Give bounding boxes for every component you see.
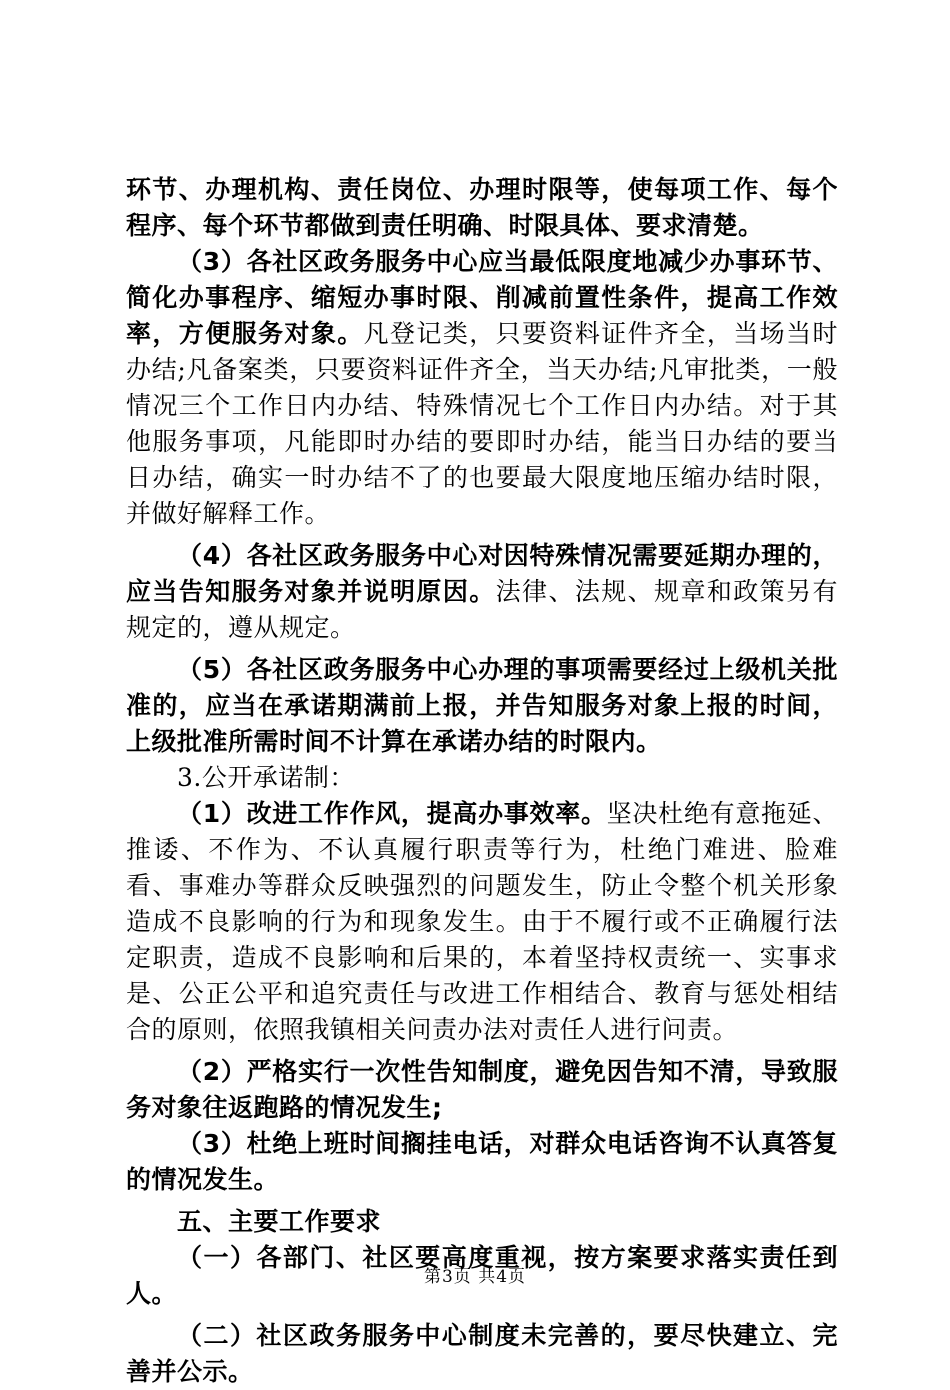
paragraph-continuation — [126, 172, 838, 244]
paragraph-text: 凡登记类，只要资料证件齐全，当场当时办结;凡备案类，只要资料证件齐全，当天办结;凡审批类，一般情况三个工作日内办结、特殊情况七个工作日内办结。对于其他服务事项，凡能即时办结的要即时办结，能当日办结的要当日办结，确实一时办结不了的也要最大限度地压缩办结时限，并做好解释工作。 — [126, 319, 838, 528]
paragraph-lead: （3）各社区政务服务中心应当最低限度地减少办事环节、简化办事程序、缩短办事时限、削减前置性条件，提高工作效率，方便服务对象。 — [126, 247, 838, 348]
paragraph-text: （一）各部门、社区要高度重视，按方案要求落实责任到人。 — [126, 1243, 838, 1308]
paragraph-text: 环节、办理机构、责任岗位、办理时限等，使每项工作、每个程序、每个环节都做到责任明确、时限具体、要求清楚。 — [126, 175, 838, 240]
paragraph-text: 法律、法规、规章和政策另有规定的，遵从规定。 — [126, 577, 838, 642]
paragraph-text: （5）各社区政务服务中心办理的事项需要经过上级机关批准的，应当在承诺期满前上报，并告知服务对象上报的时间，上级批准所需时间不计算在承诺办结的时限内。 — [126, 655, 838, 756]
section-heading-commitment — [126, 760, 838, 796]
paragraph-item-5 — [126, 652, 838, 760]
paragraph-text: （2）严格实行一次性告知制度，避免因告知不清，导致服务对象往返跑路的情况发生; — [126, 1057, 838, 1122]
paragraph-item-4 — [126, 538, 838, 646]
paragraph-text: 五、主要工作要求 — [177, 1207, 382, 1236]
paragraph-text: （3）杜绝上班时间搁挂电话，对群众电话咨询不认真答复的情况发生。 — [126, 1129, 838, 1194]
paragraph-lead: （4）各社区政务服务中心对因特殊情况需要延期办理的，应当告知服务对象并说明原因。 — [126, 541, 838, 606]
paragraph-commitment-2 — [126, 1054, 838, 1126]
paragraph-lead: （1）改进工作作风，提高办事效率。 — [177, 799, 607, 828]
section-heading-requirements — [126, 1204, 838, 1240]
paragraph-item-3 — [126, 244, 838, 532]
document-body — [126, 172, 838, 1390]
page-footer — [0, 1262, 950, 1287]
page-number: 第3页 共4页 — [423, 1267, 527, 1287]
paragraph-commitment-3 — [126, 1126, 838, 1198]
paragraph-text: 3.公开承诺制： — [177, 763, 355, 792]
paragraph-requirement-2 — [126, 1318, 838, 1390]
paragraph-text: （二）社区政务服务中心制度未完善的，要尽快建立、完善并公示。 — [126, 1321, 838, 1386]
paragraph-commitment-1 — [126, 796, 838, 1048]
paragraph-text: 坚决杜绝有意拖延、推诿、不作为、不认真履行职责等行为，杜绝门难进、脸难看、事难办等群众反映强烈的问题发生，防止令整个机关形象造成不良影响的行为和现象发生。由于不履行或不正确履行法定职责，造成不良影响和后果的，本着坚持权责统一、实事求是、公正公平和追究责任与改进工作相结合、教育与惩处相结合的原则，依照我镇相关问责办法对责任人进行问责。 — [126, 799, 838, 1044]
